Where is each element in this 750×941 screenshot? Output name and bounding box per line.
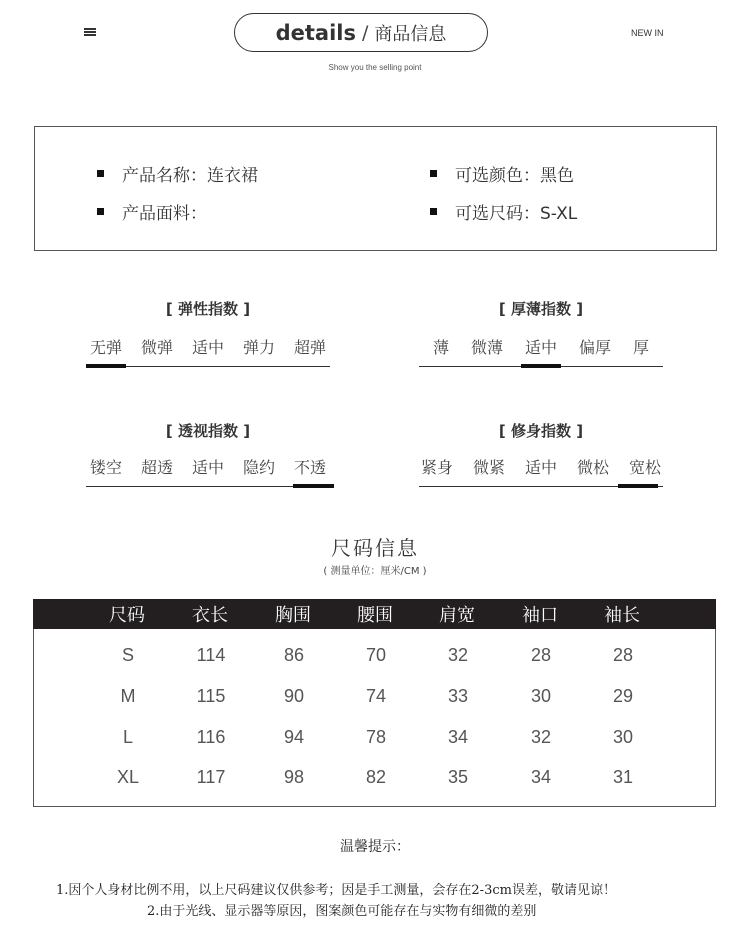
menu-icon[interactable] <box>84 28 96 36</box>
fit-option: 适中 <box>524 458 557 477</box>
table-cell: 74 <box>365 686 387 706</box>
table-cell: 34 <box>530 767 552 787</box>
table-cell: M <box>120 686 136 706</box>
new-in-label: NEW IN <box>631 28 664 38</box>
table-cell: 82 <box>365 767 387 787</box>
table-cell: 28 <box>530 645 552 665</box>
header-cell: 胸围 <box>275 605 311 626</box>
header-cell: 衣长 <box>192 605 228 626</box>
elasticity-option: 弹力 <box>242 338 275 357</box>
table-cell: 98 <box>283 767 305 787</box>
bullet-icon <box>430 170 437 177</box>
table-cell: 30 <box>530 686 552 706</box>
header-cell: 肩宽 <box>439 605 475 626</box>
bullet-icon <box>430 208 437 215</box>
title-cn: 商品信息 <box>374 23 447 45</box>
table-cell: 70 <box>365 645 387 665</box>
table-cell: 94 <box>283 727 305 747</box>
product-name: 产品名称：连衣裙 <box>122 166 258 186</box>
fit-option: 宽松 <box>628 458 661 477</box>
size-table-header <box>33 599 716 629</box>
title-en: details <box>275 20 356 45</box>
thickness-option: 偏厚 <box>578 338 611 357</box>
transparency-option: 隐约 <box>242 458 275 477</box>
elasticity-selected-marker <box>86 364 126 368</box>
table-cell: 32 <box>530 727 552 747</box>
product-color: 可选颜色：黑色 <box>455 166 574 186</box>
size-unit-note: ( 测量单位：厘米/CM ) <box>323 566 427 577</box>
header-cell: 袖口 <box>522 605 558 626</box>
table-cell: 115 <box>196 686 226 706</box>
transparency-selected-marker <box>293 484 334 488</box>
size-section-title: 尺码信息 <box>331 536 419 560</box>
elasticity-option: 无弹 <box>90 338 123 357</box>
elasticity-index-title: [ 弹性指数 ] <box>165 300 251 318</box>
table-cell: 86 <box>283 645 305 665</box>
bullet-icon <box>97 170 104 177</box>
size-table <box>33 599 716 807</box>
elasticity-option: 微弹 <box>140 338 173 357</box>
product-color-item <box>430 161 574 186</box>
product-fabric: 产品面料： <box>122 204 207 224</box>
header-cell: 腰围 <box>357 605 393 626</box>
product-name-item <box>97 161 258 186</box>
table-cell: 116 <box>196 727 226 747</box>
transparency-option: 不透 <box>293 458 326 477</box>
table-cell: 32 <box>447 645 469 665</box>
elasticity-option: 超弹 <box>293 338 326 357</box>
header-cell: 尺码 <box>109 605 145 626</box>
fit-selected-marker <box>618 484 658 488</box>
transparency-option: 镂空 <box>90 458 123 477</box>
product-info-box <box>34 126 717 251</box>
page-title <box>234 13 488 52</box>
fit-option: 紧身 <box>421 458 454 477</box>
fit-option: 微松 <box>576 458 609 477</box>
note-line-2: 2.由于光线、显示器等原因，图案颜色可能存在与实物有细微的差别 <box>147 904 537 919</box>
elasticity-option: 适中 <box>191 338 224 357</box>
product-fabric-item <box>97 199 207 224</box>
product-size-item <box>430 199 577 224</box>
transparency-option: 超透 <box>140 458 173 477</box>
table-cell: 114 <box>196 645 226 665</box>
table-cell: 33 <box>447 686 469 706</box>
table-cell: S <box>121 645 134 665</box>
transparency-index-title: [ 透视指数 ] <box>165 422 251 440</box>
thickness-option: 适中 <box>524 338 557 357</box>
header-cell: 袖长 <box>604 605 640 626</box>
thickness-option: 厚 <box>632 338 649 357</box>
transparency-option: 适中 <box>191 458 224 477</box>
table-cell: 35 <box>447 767 469 787</box>
fit-option: 微紧 <box>472 458 505 477</box>
table-cell: 78 <box>365 727 387 747</box>
notes-title: 温馨提示： <box>340 839 410 855</box>
bullet-icon <box>97 208 104 215</box>
table-cell: 29 <box>612 686 634 706</box>
fit-index-title: [ 修身指数 ] <box>498 422 584 440</box>
table-cell: 34 <box>447 727 469 747</box>
product-size: 可选尺码：S-XL <box>455 204 578 224</box>
table-cell: 28 <box>612 645 634 665</box>
thickness-selected-marker <box>521 364 561 368</box>
table-cell: 30 <box>612 727 634 747</box>
thickness-option: 微薄 <box>470 338 503 357</box>
table-cell: 90 <box>283 686 305 706</box>
title-separator: / <box>361 21 369 44</box>
table-cell: 31 <box>612 767 634 787</box>
thickness-index-title: [ 厚薄指数 ] <box>498 300 584 318</box>
tagline: Show you the selling point <box>328 63 422 72</box>
thickness-option: 薄 <box>433 338 450 357</box>
note-line-1: 1.因个人身材比例不用，以上尺码建议仅供参考；因是手工测量，会存在2-3cm误差，敬请见谅！ <box>56 883 616 898</box>
table-cell: L <box>122 727 133 747</box>
table-cell: XL <box>116 767 140 787</box>
table-cell: 117 <box>196 767 226 787</box>
